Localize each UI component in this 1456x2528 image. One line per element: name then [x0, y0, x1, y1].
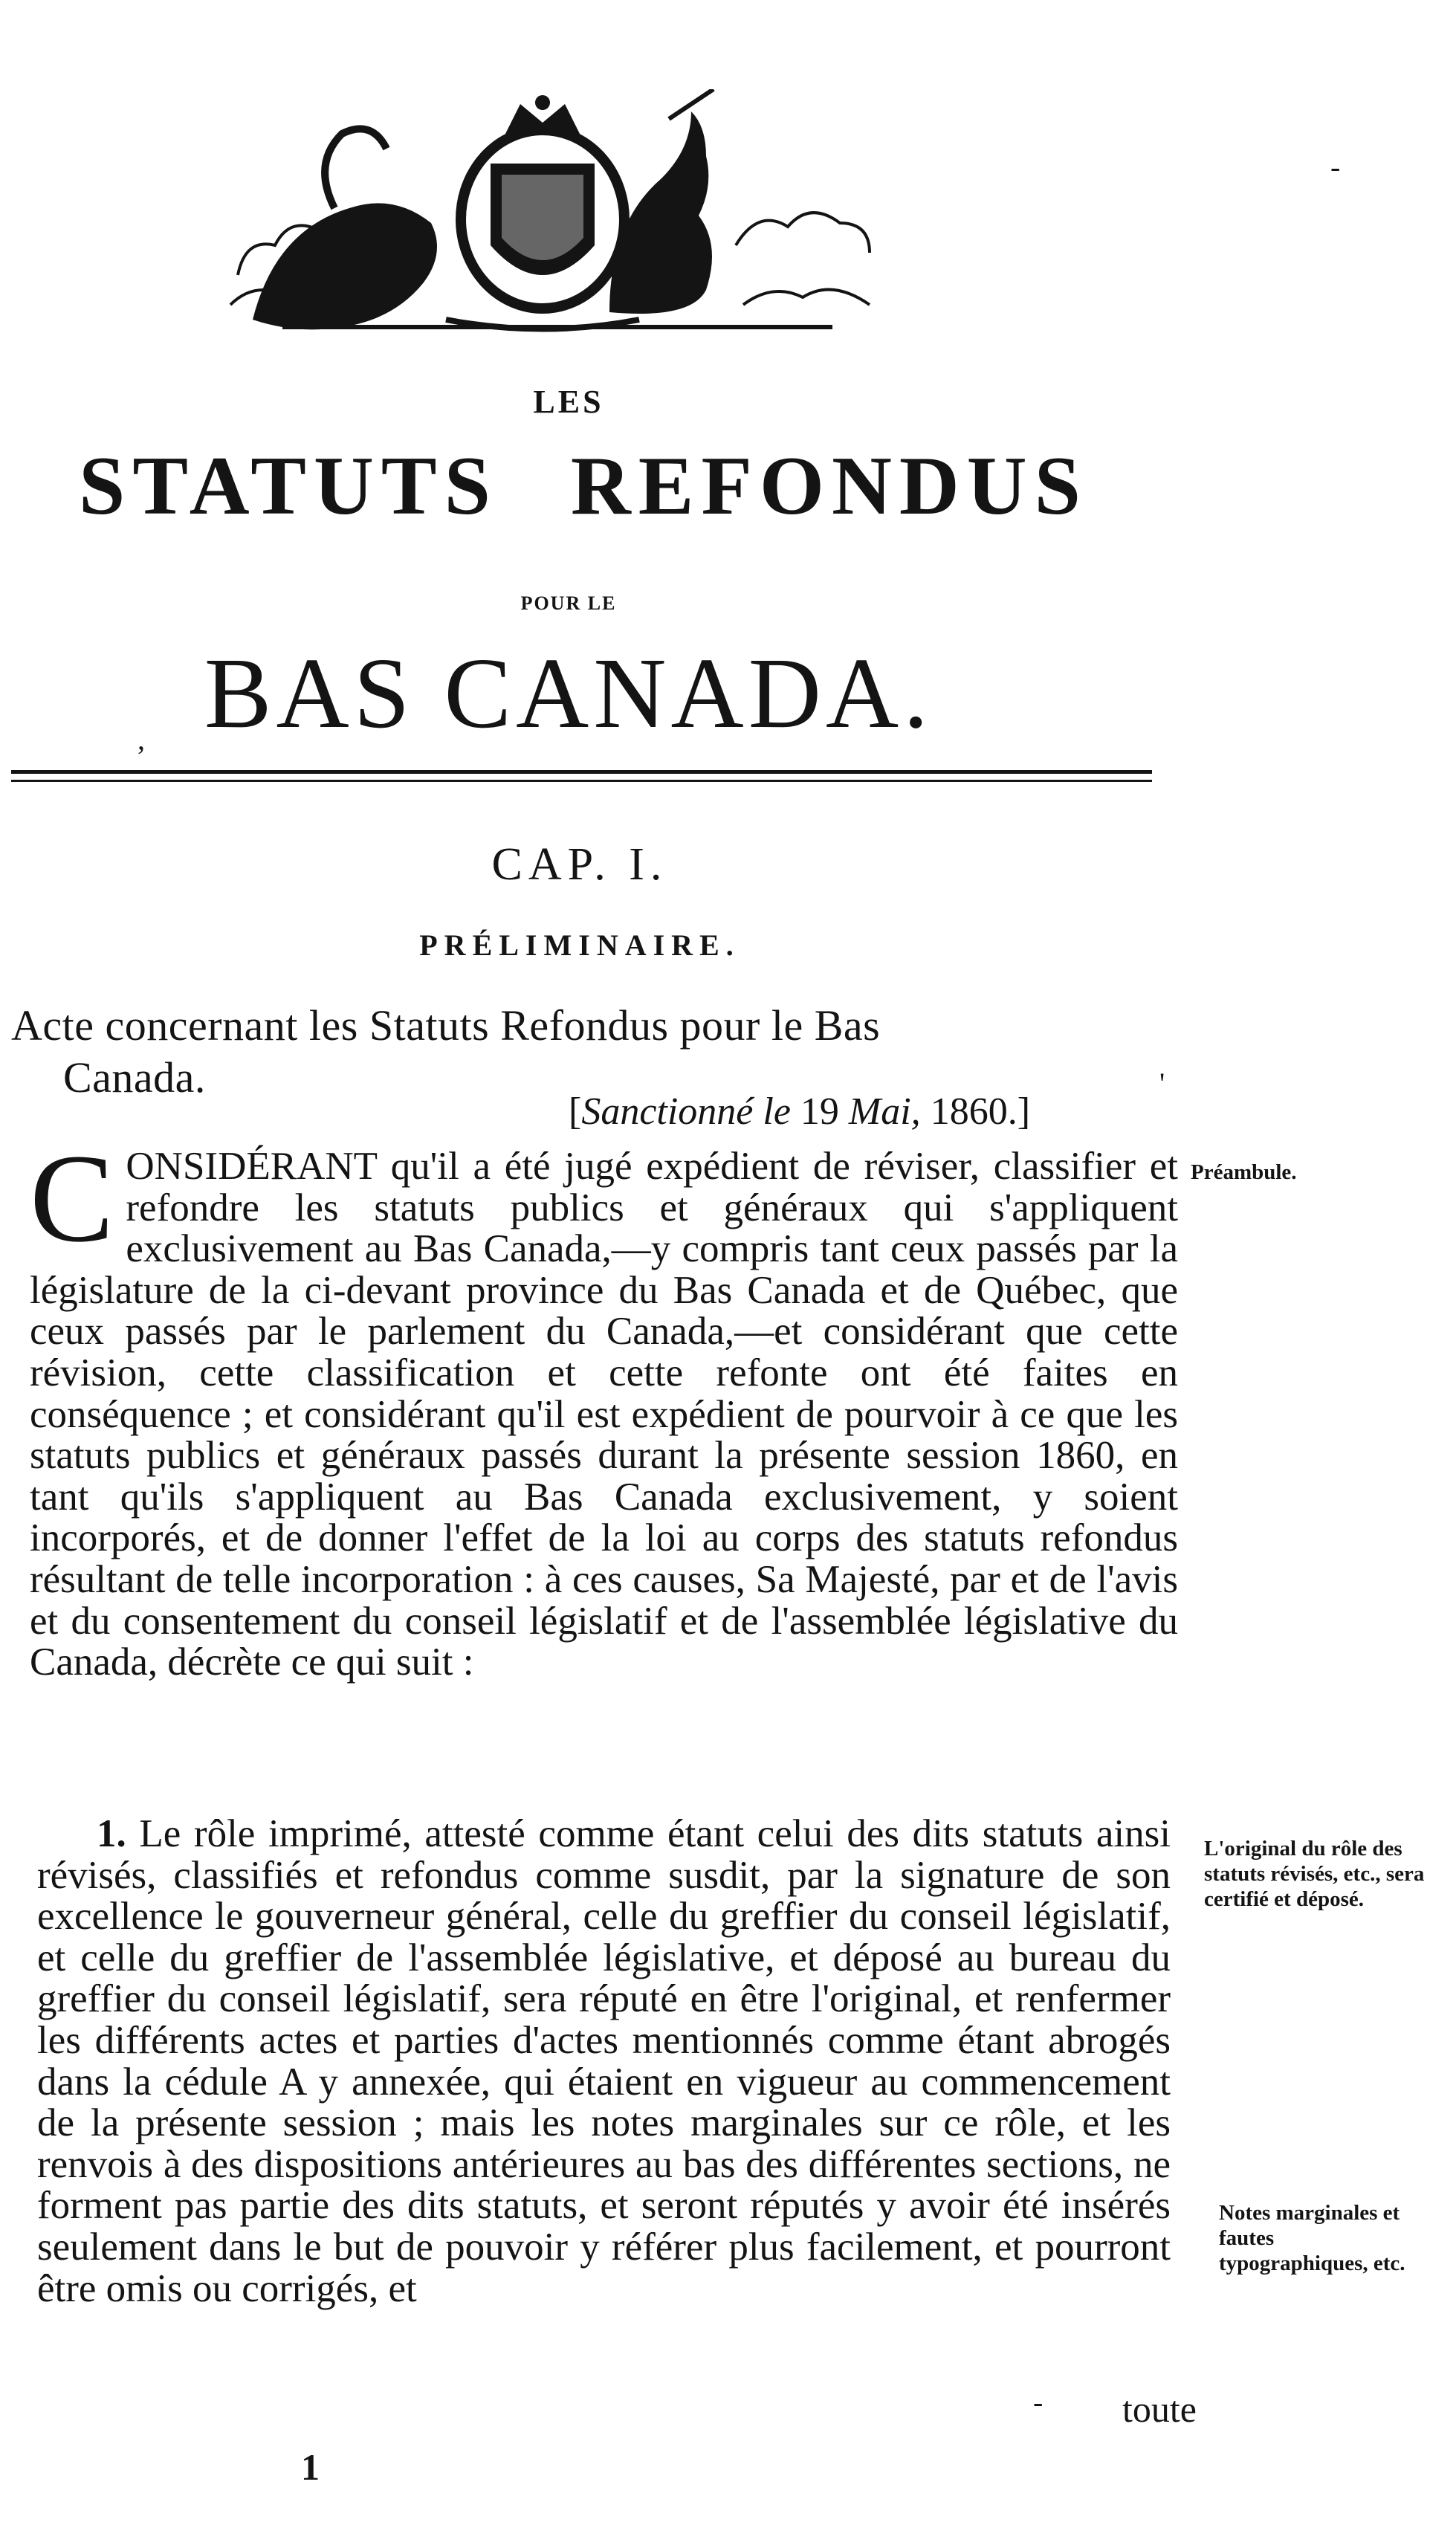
- stray-mark: ,: [137, 722, 145, 756]
- preamble-text: ONSIDÉRANT qu'il a été jugé expédient de réviser, classifier et refondre les statuts publics et généraux qui s'appliquent exclusivement au Bas Canada,—y compris tant ceux passés par la législature de la ci-devant province du Bas Canada et de Québec, que ceux passés par le parlement du Canada,—et considérant que cette révision, cette classification et cette refonte ont été faites en conséquence ; et considérant qu'il est expédient de pourvoir à ce que les statuts publics et généraux passés durant la présente session 1860, en tant qu'ils s'appliquent au Bas Canada exclusivement, y soient incorporés, et de donner l'effet de la loi au corps des statuts refondus résultant de telle incorporation : à ces causes, Sa Majesté, par et de l'avis et du consentement du conseil législatif et de l'assemblée législative du Canada, décrète ce qui suit :: [30, 1145, 1178, 1684]
- stray-mark: -: [1330, 150, 1341, 184]
- catchword: toute: [1122, 2388, 1197, 2430]
- title-province: BAS CANADA.: [204, 638, 934, 749]
- margin-note-preamble: Préambule.: [1191, 1160, 1297, 1184]
- chapter-heading: PRÉLIMINAIRE.: [419, 928, 740, 962]
- drop-cap: C: [30, 1128, 114, 1268]
- sanction-month: Mai,: [848, 1090, 921, 1133]
- chapter-number: CAP. I.: [491, 839, 668, 890]
- sanction-date: [569, 1090, 1030, 1134]
- sanction-year: 1860.]: [920, 1090, 1031, 1133]
- main-title: STATUTS REFONDUS: [79, 440, 1088, 532]
- margin-note-marginal-notes: Notes marginales et fautes typographiques, etc.: [1219, 2201, 1405, 2275]
- stray-mark: -: [1033, 2385, 1044, 2419]
- margin-note-original: L'original du rôle des statuts révisés, etc., sera certifié et déposé.: [1204, 1837, 1425, 1911]
- sanction-day: 19: [790, 1090, 849, 1133]
- royal-coat-of-arms-image: [223, 89, 892, 334]
- stray-mark: ': [1159, 1067, 1165, 1100]
- sanction-bracket: [: [569, 1090, 582, 1133]
- title-les: LES: [533, 384, 604, 420]
- sanction-label: Sanctionné le: [581, 1090, 791, 1133]
- title-rule-thin: [11, 780, 1152, 782]
- act-title-line-1: Acte concernant les Statuts Refondus pour le Bas: [11, 1001, 881, 1050]
- title-rule-thick: [11, 770, 1152, 774]
- section-number: 1.: [97, 1812, 126, 1855]
- section-1-paragraph: [37, 1814, 1171, 2309]
- section-1-text: Le rôle imprimé, attesté comme étant celui des dits statuts ainsi révisés, classifiés et refondus comme susdit, par la signature de son excellence le gouverneur général, celle du greffier du conseil législatif, et celle du greffier de l'assemblée législative, et déposé au bureau du greffier du conseil législatif, sera réputé en être l'original, et renfermer les différents actes et parties d'actes mentionnés comme étant abrogés dans la cédule A y annexée, qui étaient en vigueur au commencement de la présente session ; mais les notes marginales sur ce rôle, et les renvois à des dispositions antérieures au bas des différentes sections, ne forment pas partie des dits statuts, et seront réputés y avoir été insérés seulement dans le but de pouvoir y référer plus facilement, et pourront être omis ou corrigés, et: [37, 1812, 1171, 2310]
- preamble-paragraph: [30, 1128, 1178, 1684]
- act-title: [11, 1000, 1156, 1104]
- page-number: 1: [301, 2446, 320, 2488]
- act-title-line-2: Canada.: [63, 1053, 206, 1102]
- title-pour-le: POUR LE: [520, 592, 617, 614]
